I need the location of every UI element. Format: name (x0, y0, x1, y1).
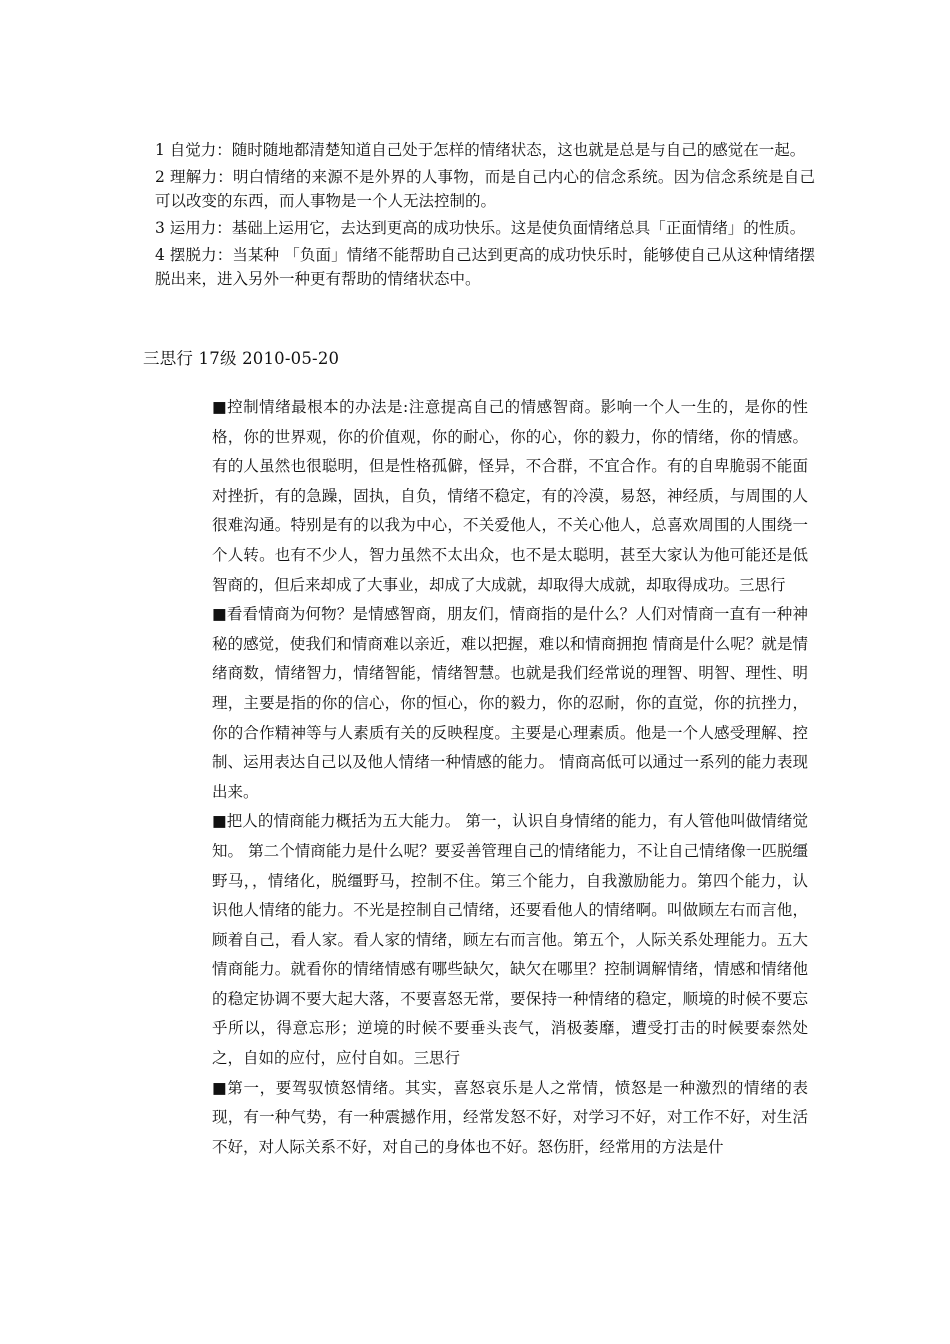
author-byline: 三思行 17级 2010-05-20 (143, 349, 340, 368)
paragraph-five-abilities: ■把人的情商能力概括为五大能力。 第一，认识自身情绪的能力，有人管他叫做情绪觉知。 第二个情商能力是什么呢？要妥善管理自己的情绪能力，不让自己情绪像一匹脱缰野马，，情绪化，脱缰野马，控制不住。第三个能力，自我激励能力。第四个能力，认识他人情绪的能力。不光是控制自己情绪，还要看他人的情绪啊。叫做顾左右而言他，顾着自己，看人家。看人家的情绪，顾左右而言他。第五个，人际关系处理能力。五大情商能力。就看你的情绪情感有哪些缺欠，缺欠在哪里？控制调解情绪，情感和情绪他的稳定协调不要大起大落，不要喜怒无常，要保持一种情绪的稳定，顺境的时候不要忘乎所以，得意忘形；逆境的时候不要垂头丧气，消极萎靡，遭受打击的时候要泰然处之，自如的应付，应付自如。三思行 (212, 812, 808, 1068)
ability-list (155, 138, 815, 294)
paragraph-control-anger: ■第一，要驾驭愤怒情绪。其实，喜怒哀乐是人之常情，愤怒是一种激烈的情绪的表现，有一种气势，有一种震撼作用，经常发怒不好，对学习不好，对工作不好，对生活不好，对人际关系不好，对自己的身体也不好。怒伤肝，经常用的方法是什 (212, 1078, 808, 1156)
article-body (212, 393, 808, 1162)
paragraph-emotion-control: ■控制情绪最根本的办法是:注意提高自己的情感智商。影响一个人一生的，是你的性格，你的世界观，你的价值观，你的耐心，你的心，你的毅力，你的情绪，你的情感。有的人虽然也很聪明，但是性格孤僻，怪异，不合群，不宜合作。有的自卑脆弱不能面对挫折，有的急躁，固执，自负，情绪不稳定，有的冷漠，易怒，神经质，与周围的人很难沟通。特别是有的以我为中心，不关爱他人，不关心他人，总喜欢周围的人围绕一个人转。也有不少人，智力虽然不太出众，也不是太聪明，甚至大家认为他可能还是低智商的，但后来却成了大事业，却成了大成就，却取得大成就，却取得成功。三思行 (212, 398, 808, 594)
ability-item-understanding: 2 理解力：明白情绪的来源不是外界的人事物，而是自己内心的信念系统。因为信念系统是自己可以改变的东西，而人事物是一个人无法控制的。 (155, 168, 815, 210)
paragraph-what-is-eq: ■看看情商为何物？是情感智商，朋友们，情商指的是什么？人们对情商一直有一种神秘的感觉，使我们和情商难以亲近，难以把握，难以和情商拥抱 情商是什么呢？就是情绪商数，情绪智力，情绪智能，情绪智慧。也就是我们经常说的理智、明智、理性、明理，主要是指的你的信心，你的恒心，你的毅力，你的忍耐，你的直觉，你的抗挫力，你的合作精神等与人素质有关的反映程度。主要是心理素质。他是一个人感受理解、控制、运用表达自己以及他人情绪一种情感的能力。 情商高低可以通过一系列的能力表现出来。 (212, 605, 808, 801)
ability-item-awareness: 1 自觉力：随时随地都清楚知道自己处于怎样的情绪状态，这也就是总是与自己的感觉在一起。 (155, 141, 806, 159)
ability-item-application: 3 运用力：基础上运用它，去达到更高的成功快乐。这是使负面情绪总具「正面情绪」的性质。 (155, 219, 806, 237)
ability-item-detachment: 4 摆脱力：当某种 「负面」情绪不能帮助自己达到更高的成功快乐时，能够使自己从这种情绪摆脱出来，进入另外一种更有帮助的情绪状态中。 (155, 246, 815, 288)
